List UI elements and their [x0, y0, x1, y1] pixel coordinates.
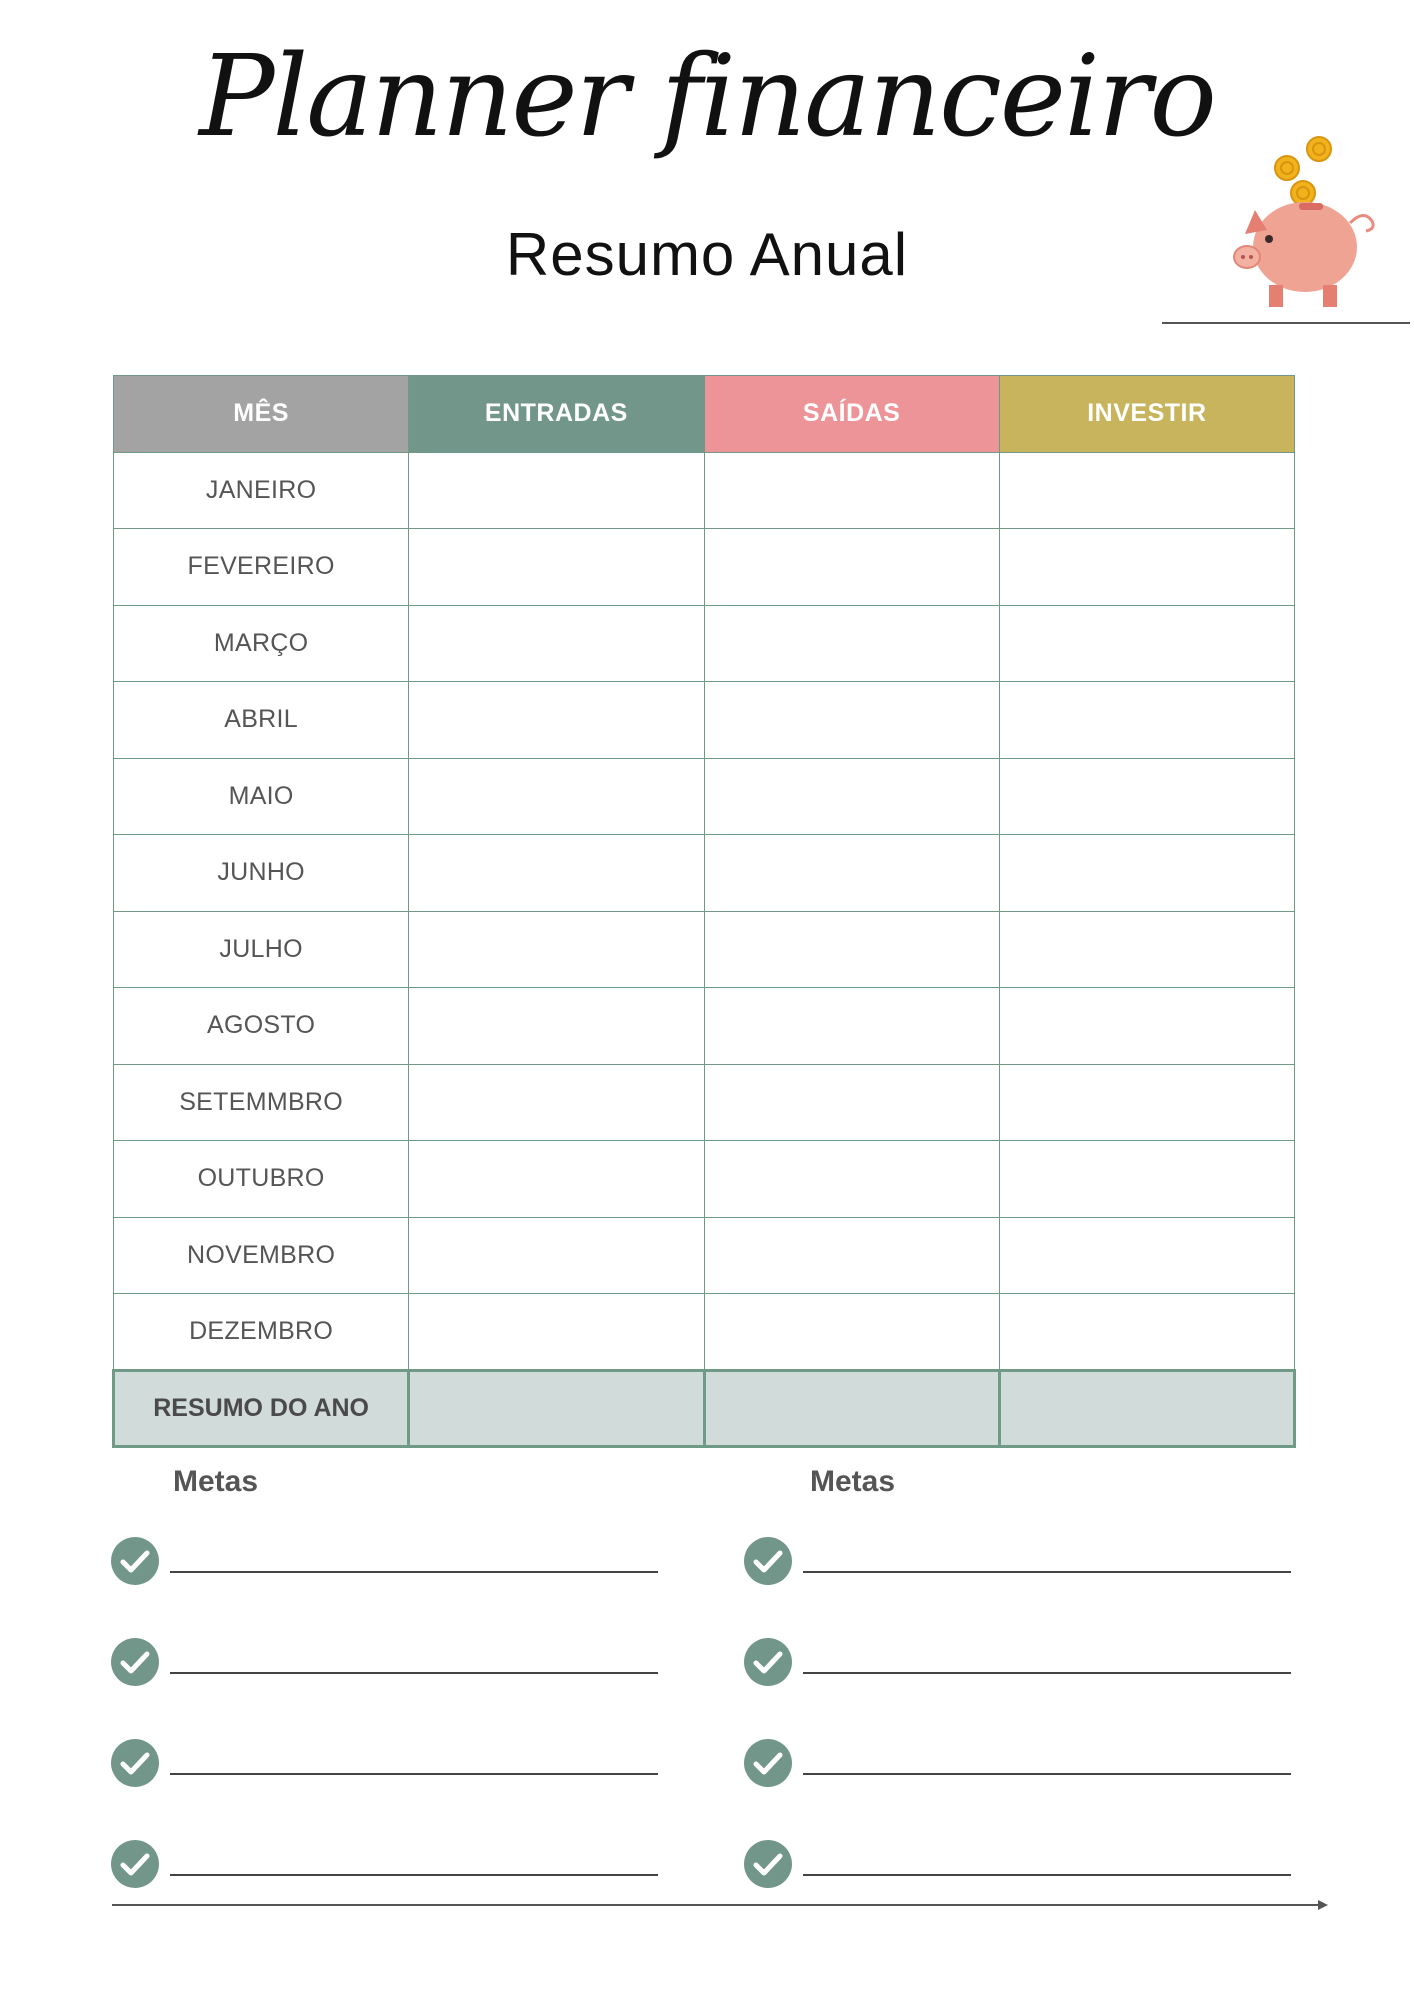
page-title: Planner financeiro	[199, 32, 1215, 162]
column-header-expenses: SAÍDAS	[704, 376, 999, 453]
goal-line[interactable]	[170, 1571, 658, 1573]
column-header-month: MÊS	[114, 376, 409, 453]
invest-cell[interactable]	[999, 1141, 1294, 1218]
column-header-income: ENTRADAS	[409, 376, 704, 453]
table-row	[114, 452, 1295, 529]
table-row	[114, 529, 1295, 606]
goal-item[interactable]	[743, 1839, 1303, 1891]
table-row	[114, 988, 1295, 1065]
header-divider	[1162, 322, 1410, 324]
income-cell[interactable]	[409, 682, 704, 759]
month-label: JULHO	[114, 911, 409, 988]
footer-divider	[112, 1904, 1320, 1906]
income-cell[interactable]	[409, 835, 704, 912]
goal-item[interactable]	[743, 1738, 1303, 1790]
month-label: JANEIRO	[114, 452, 409, 529]
check-icon	[110, 1738, 160, 1788]
piggy-bank-icon	[1225, 135, 1375, 310]
month-label: JUNHO	[114, 835, 409, 912]
goal-line[interactable]	[803, 1773, 1291, 1775]
expense-cell[interactable]	[704, 835, 999, 912]
invest-cell[interactable]	[999, 911, 1294, 988]
income-cell[interactable]	[409, 529, 704, 606]
invest-cell[interactable]	[999, 452, 1294, 529]
table-row	[114, 1217, 1295, 1294]
table-row	[114, 605, 1295, 682]
expense-cell[interactable]	[704, 988, 999, 1065]
expense-cell[interactable]	[704, 605, 999, 682]
check-icon	[110, 1536, 160, 1586]
invest-cell[interactable]	[999, 529, 1294, 606]
check-icon	[110, 1637, 160, 1687]
invest-cell[interactable]	[999, 605, 1294, 682]
check-icon	[110, 1839, 160, 1889]
arrow-right-icon	[1318, 1900, 1328, 1910]
coin-icon	[1275, 156, 1299, 180]
table-row	[114, 835, 1295, 912]
month-label: OUTUBRO	[114, 1141, 409, 1218]
goals-heading-right: Metas	[810, 1465, 896, 1498]
table-row	[114, 1141, 1295, 1218]
goal-line[interactable]	[803, 1571, 1291, 1573]
month-label: SETEMMBRO	[114, 1064, 409, 1141]
expense-cell[interactable]	[704, 529, 999, 606]
month-label: AGOSTO	[114, 988, 409, 1065]
goal-line[interactable]	[803, 1672, 1291, 1674]
expense-cell[interactable]	[704, 758, 999, 835]
table-row	[114, 911, 1295, 988]
income-cell[interactable]	[409, 911, 704, 988]
table-row	[114, 1064, 1295, 1141]
goal-item[interactable]	[110, 1738, 670, 1790]
income-cell[interactable]	[409, 1217, 704, 1294]
year-summary-row	[114, 1370, 1295, 1447]
goal-line[interactable]	[170, 1672, 658, 1674]
month-label: DEZEMBRO	[114, 1294, 409, 1371]
goals-heading-left: Metas	[173, 1465, 259, 1498]
goal-item[interactable]	[110, 1637, 670, 1689]
invest-cell[interactable]	[999, 1217, 1294, 1294]
invest-cell[interactable]	[999, 1064, 1294, 1141]
income-cell[interactable]	[409, 1064, 704, 1141]
table-row	[114, 682, 1295, 759]
goal-line[interactable]	[170, 1874, 658, 1876]
income-cell[interactable]	[409, 988, 704, 1065]
check-icon	[743, 1637, 793, 1687]
table-row	[114, 758, 1295, 835]
income-cell[interactable]	[409, 1294, 704, 1371]
check-icon	[743, 1738, 793, 1788]
coin-icon	[1291, 181, 1315, 205]
year-summary-label: RESUMO DO ANO	[114, 1370, 409, 1447]
expense-cell[interactable]	[704, 911, 999, 988]
invest-cell[interactable]	[999, 835, 1294, 912]
invest-cell[interactable]	[999, 1294, 1294, 1371]
month-label: MAIO	[114, 758, 409, 835]
income-cell[interactable]	[409, 605, 704, 682]
expense-cell[interactable]	[704, 1141, 999, 1218]
income-cell[interactable]	[409, 1141, 704, 1218]
month-label: ABRIL	[114, 682, 409, 759]
expense-cell[interactable]	[704, 1217, 999, 1294]
month-label: FEVEREIRO	[114, 529, 409, 606]
income-total-cell[interactable]	[409, 1370, 704, 1447]
income-cell[interactable]	[409, 758, 704, 835]
annual-summary-table	[112, 375, 1296, 1448]
goal-item[interactable]	[110, 1536, 670, 1588]
goal-line[interactable]	[803, 1874, 1291, 1876]
month-label: NOVEMBRO	[114, 1217, 409, 1294]
check-icon	[743, 1839, 793, 1889]
check-icon	[743, 1536, 793, 1586]
invest-total-cell[interactable]	[999, 1370, 1294, 1447]
page-subtitle: Resumo Anual	[505, 221, 909, 288]
goal-item[interactable]	[743, 1536, 1303, 1588]
coin-icon	[1307, 137, 1331, 161]
invest-cell[interactable]	[999, 988, 1294, 1065]
invest-cell[interactable]	[999, 682, 1294, 759]
expense-cell[interactable]	[704, 1294, 999, 1371]
goal-item[interactable]	[743, 1637, 1303, 1689]
expense-cell[interactable]	[704, 682, 999, 759]
invest-cell[interactable]	[999, 758, 1294, 835]
column-header-invest: INVESTIR	[999, 376, 1294, 453]
expense-total-cell[interactable]	[704, 1370, 999, 1447]
month-label: MARÇO	[114, 605, 409, 682]
income-cell[interactable]	[409, 452, 704, 529]
goal-line[interactable]	[170, 1773, 658, 1775]
expense-cell[interactable]	[704, 1064, 999, 1141]
goal-item[interactable]	[110, 1839, 670, 1891]
table-row	[114, 1294, 1295, 1371]
table-header-row	[114, 376, 1295, 453]
expense-cell[interactable]	[704, 452, 999, 529]
